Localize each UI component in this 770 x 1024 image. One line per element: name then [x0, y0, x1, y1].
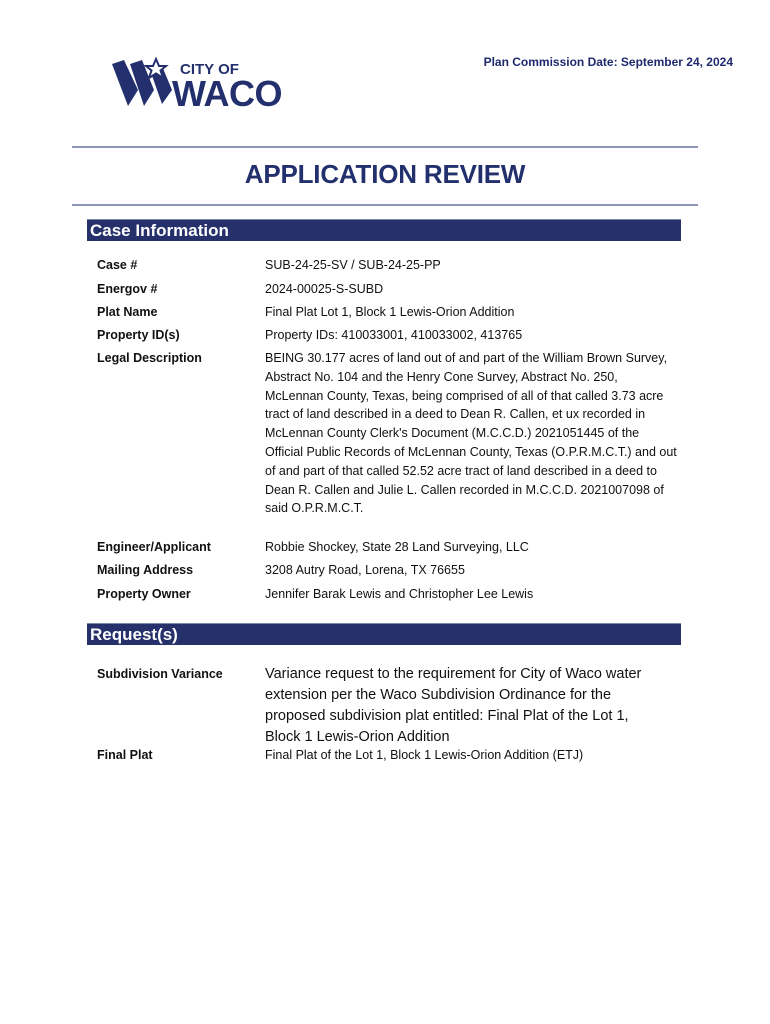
mailing-address-value: 3208 Autry Road, Lorena, TX 76655 — [265, 563, 465, 577]
energov-label: Energov # — [97, 282, 158, 296]
property-ids-label: Property ID(s) — [97, 328, 180, 342]
requests-header — [87, 623, 681, 645]
logo-mark-icon — [112, 59, 172, 106]
plat-name-label: Plat Name — [97, 305, 158, 319]
plat-name-value: Final Plat Lot 1, Block 1 Lewis-Orion Addition — [265, 305, 515, 319]
page-title: APPLICATION REVIEW — [244, 159, 526, 189]
property-ids-value: Property IDs: 410033001, 410033002, 413765 — [265, 328, 523, 342]
final-plat-label: Final Plat — [97, 748, 153, 762]
legal-description-value: BEING 30.177 acres of land out of and part of the William Brown Survey, Abstract No. 104 and the Henry Cone Survey, Abstract No. 250, McLennan County, Texas, being comprised of all of that called 3.73 acre tract of land described in a deed to Dean R. Callen, et ux recorded in McLennan County Clerk's Document (M.C.C.D.) 2021051445 of the Official Public Records of McLennan County, Texas (O.P.R.M.C.T.) and out of and part of that called 52.52 acre tract of land described in a deed to Dean R. Callen and Julie L. Callen recorded in M.C.C.D. 2021007098 of said O.P.R.M.C.T. — [265, 351, 677, 516]
title-rule-bottom — [72, 204, 698, 206]
subdivision-variance-label: Subdivision Variance — [97, 667, 223, 681]
final-plat-value: Final Plat of the Lot 1, Block 1 Lewis-Orion Addition (ETJ) — [265, 748, 584, 762]
subdivision-variance-value: Variance request to the requirement for City of Waco water extension per the Waco Subdivision Ordinance for the proposed subdivision plat entitled: Final Plat of the Lot 1, Block 1 Lewis-Orion Addition — [265, 666, 642, 745]
engineer-applicant-label: Engineer/Applicant — [97, 540, 211, 554]
case-number-label: Case # — [97, 258, 138, 272]
plan-commission-date: Plan Commission Date: September 24, 2024 — [483, 55, 733, 69]
title-rule-top — [72, 146, 698, 148]
mailing-address-label: Mailing Address — [97, 563, 194, 577]
case-number-value: SUB-24-25-SV / SUB-24-25-PP — [265, 258, 441, 272]
engineer-applicant-value: Robbie Shockey, State 28 Land Surveying, LLC — [265, 540, 529, 554]
logo-city-of-text: CITY OF — [180, 61, 239, 78]
case-information-header — [87, 219, 681, 241]
property-owner-label: Property Owner — [97, 587, 191, 601]
logo-waco-text: WACO — [172, 73, 282, 110]
section-heading: Request(s) — [90, 625, 178, 644]
legal-description-label: Legal Description — [97, 351, 202, 365]
property-owner-value: Jennifer Barak Lewis and Christopher Lee Lewis — [265, 587, 534, 601]
city-of-waco-logo — [108, 56, 333, 110]
section-heading: Case Information — [90, 221, 229, 240]
energov-value: 2024-00025-S-SUBD — [265, 282, 384, 296]
